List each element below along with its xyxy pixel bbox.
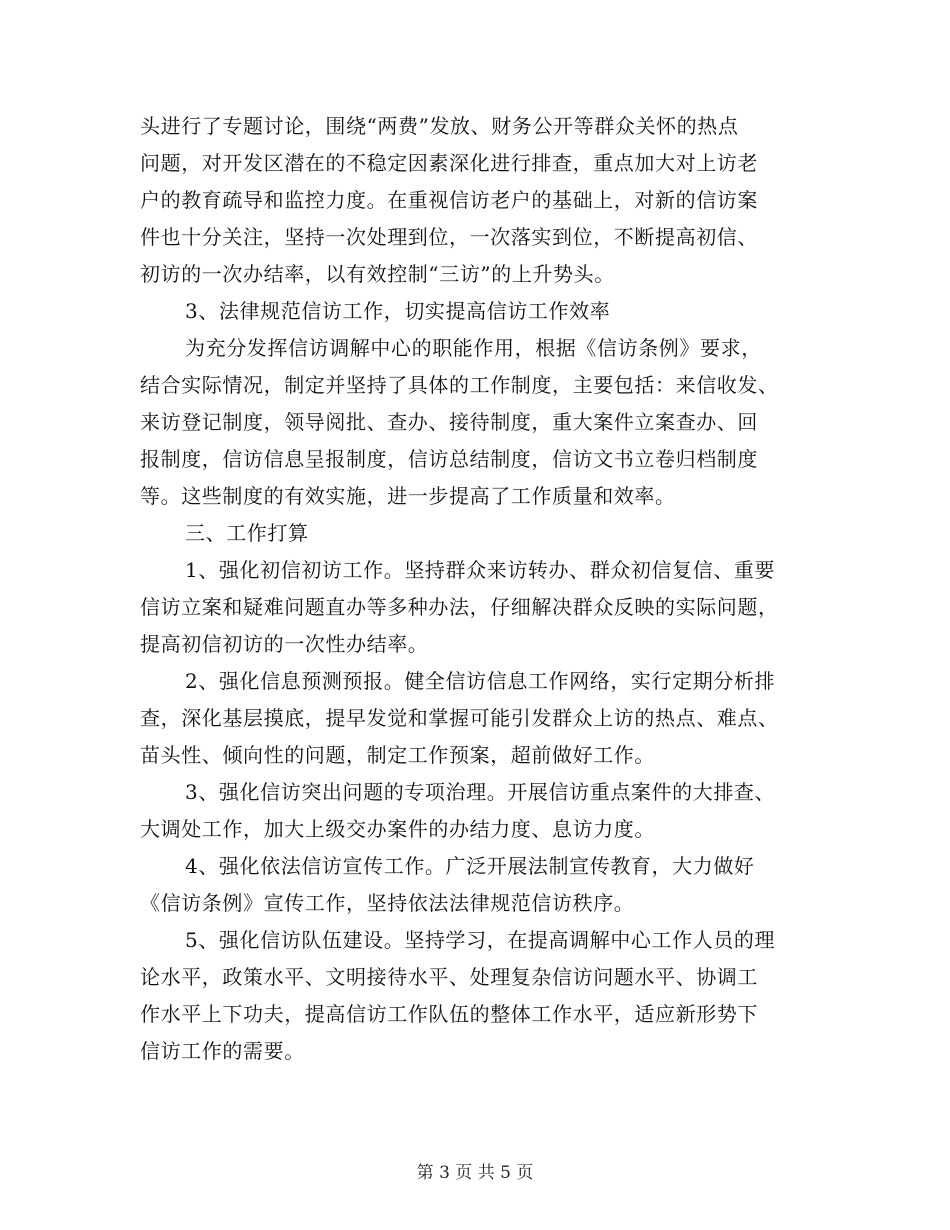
text-line: 户的教育疏导和监控力度。在重视信访老户的基础上，对新的信访案	[140, 188, 758, 212]
page-footer: 第 3 页 共 5 页	[416, 1163, 534, 1183]
text-line: 5、强化信访队伍建设。坚持学习，在提高调解中心工作人员的理	[185, 928, 776, 952]
text-line: 头进行了专题讨论，围绕“两费”发放、财务公开等群众关怀的热点	[140, 114, 739, 138]
text-line: 来访登记制度，领导阅批、查办、接待制度，重大案件立案查办、回	[140, 410, 758, 434]
text-line: 论水平，政策水平、文明接待水平、处理复杂信访问题水平、协调工	[140, 965, 758, 989]
section-heading: 3、法律规范信访工作，切实提高信访工作效率	[185, 299, 611, 323]
text-line: 信访工作的需要。	[140, 1039, 305, 1063]
text-line: 件也十分关注，坚持一次处理到位，一次落实到位，不断提高初信、	[140, 225, 758, 249]
text-line: 3、强化信访突出问题的专项治理。开展信访重点案件的大排查、	[185, 780, 776, 804]
text-line: 为充分发挥信访调解中心的职能作用，根据《信访条例》要求，	[185, 336, 762, 360]
document-body	[140, 108, 812, 1070]
text-line: 苗头性、倾向性的问题，制定工作预案，超前做好工作。	[140, 743, 655, 767]
text-line: 1、强化初信初访工作。坚持群众来访转办、群众初信复信、重要	[185, 558, 776, 582]
text-line: 《信访条例》宣传工作，坚持依法法律规范信访秩序。	[140, 891, 635, 915]
text-line: 2、强化信息预测预报。健全信访信息工作网络，实行定期分析排	[185, 669, 776, 693]
text-line: 提高初信初访的一次性办结率。	[140, 632, 429, 656]
text-line: 大调处工作，加大上级交办案件的办结力度、息访力度。	[140, 817, 655, 841]
text-line: 查，深化基层摸底，提早发觉和掌握可能引发群众上访的热点、难点、	[140, 706, 779, 730]
section-heading: 三、工作打算	[185, 521, 309, 545]
text-line: 问题，对开发区潜在的不稳定因素深化进行排查，重点加大对上访老	[140, 151, 758, 175]
text-line: 初访的一次办结率，以有效控制“三访”的上升势头。	[140, 262, 615, 286]
text-line: 报制度，信访信息呈报制度，信访总结制度，信访文书立卷归档制度	[140, 447, 758, 471]
text-line: 等。这些制度的有效实施，进一步提高了工作质量和效率。	[140, 484, 676, 508]
text-line: 4、强化依法信访宣传工作。广泛开展法制宣传教育，大力做好	[185, 854, 755, 878]
text-line: 作水平上下功夫，提高信访工作队伍的整体工作水平，适应新形势下	[140, 1002, 758, 1026]
text-line: 结合实际情况，制定并坚持了具体的工作制度，主要包括：来信收发、	[140, 373, 779, 397]
text-line: 信访立案和疑难问题直办等多种办法，仔细解决群众反映的实际问题，	[140, 595, 779, 619]
